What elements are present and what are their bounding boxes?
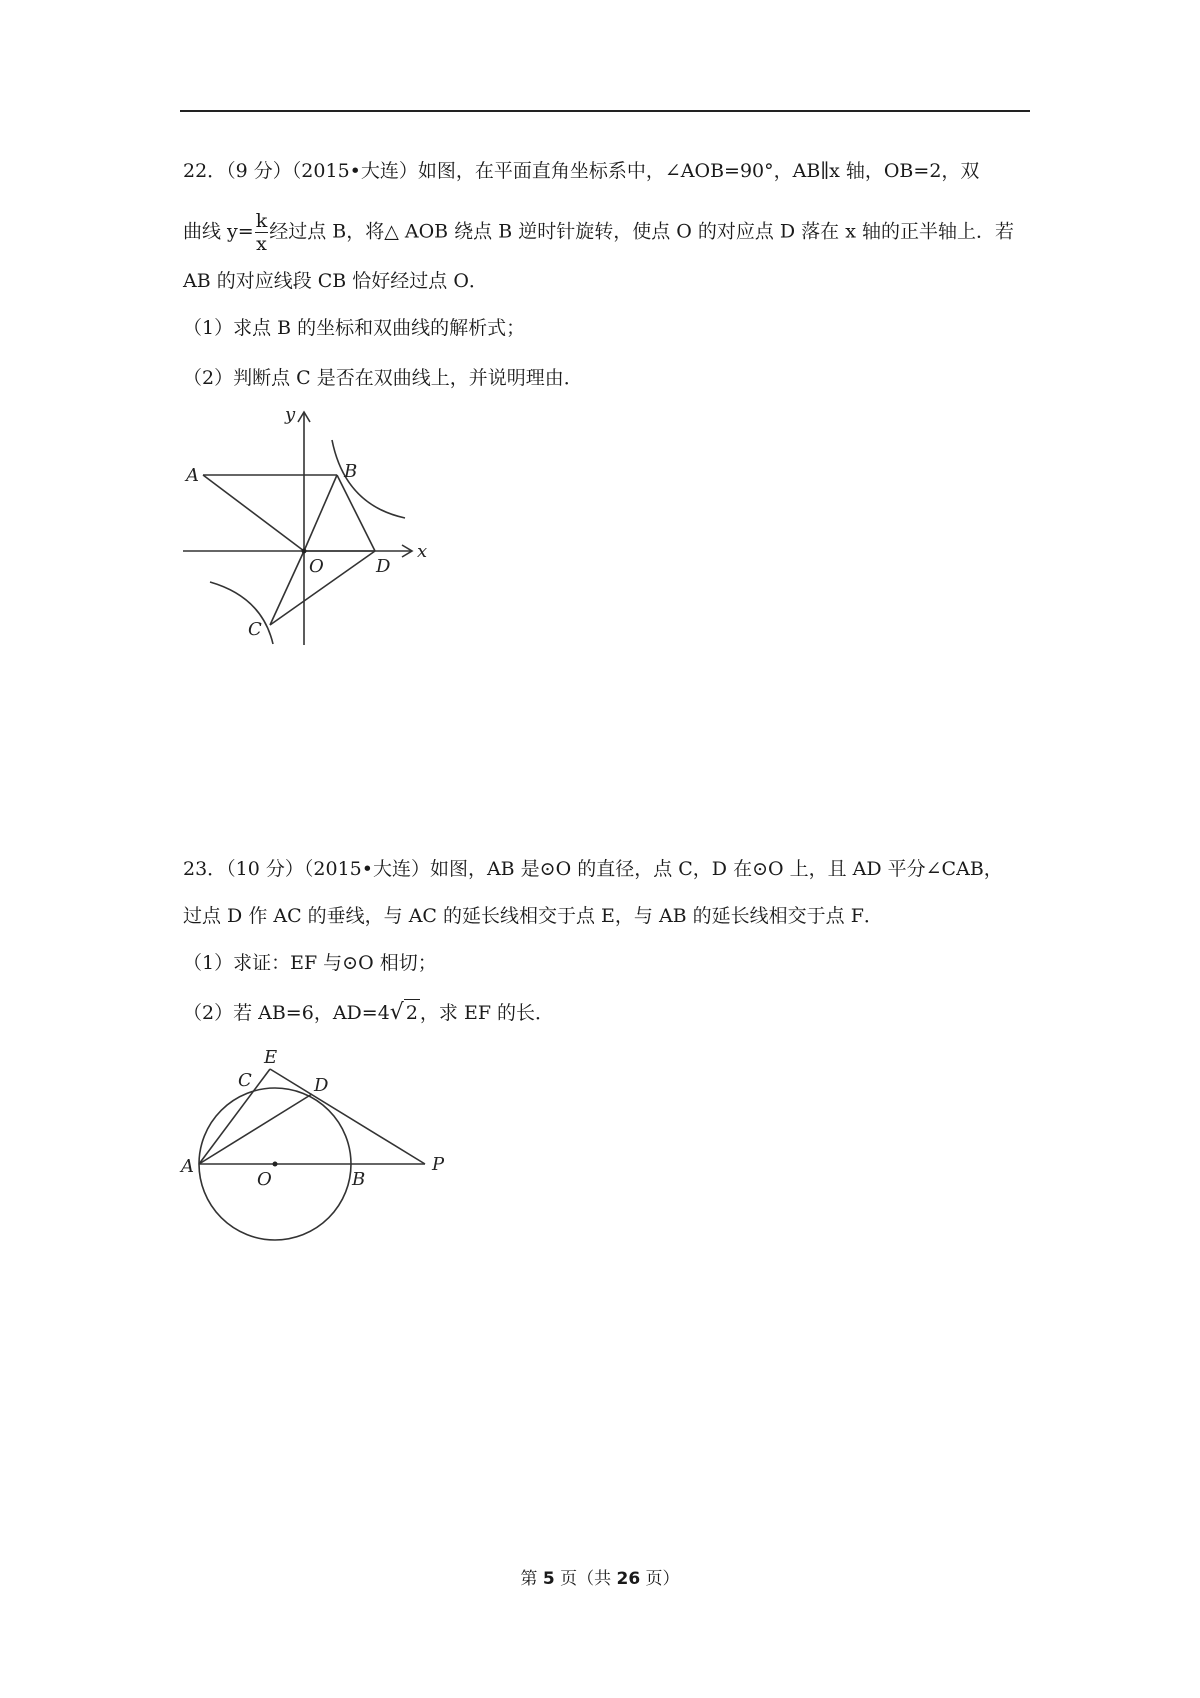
q23-part-2-start: （2）若 AB=6，AD=4 [183, 1002, 390, 1024]
label-p: P [432, 1154, 445, 1175]
label-c: C [248, 619, 262, 640]
label-b: B [344, 461, 358, 482]
segment-ae [199, 1069, 270, 1164]
sqrt-radicand: 2 [404, 999, 420, 1026]
label-b: B [352, 1169, 366, 1190]
q22-line-3: AB 的对应线段 CB 恰好经过点 O． [183, 270, 488, 292]
q22-part-2: （2）判断点 C 是否在双曲线上，并说明理由． [183, 367, 583, 389]
q22-line-2-start: 曲线 y= [183, 220, 254, 243]
footer-page-number: 5 [542, 1569, 555, 1589]
q23-line-2: 过点 D 作 AC 的垂线，与 AC 的延长线相交于点 E，与 AB 的延长线相交于点 F． [183, 905, 883, 927]
fraction-denominator: x [256, 233, 267, 255]
label-e: E [264, 1047, 278, 1068]
label-a: A [186, 465, 199, 486]
page-footer [0, 1564, 1200, 1589]
fraction-numerator: k [255, 210, 268, 232]
q23-part-1: （1）求证：EF 与⊙O 相切； [183, 952, 437, 974]
label-c: C [238, 1070, 252, 1091]
label-x: x [417, 541, 428, 562]
q22-line-1: 22．（9 分）（2015•大连）如图，在平面直角坐标系中，∠AOB=90°，AB∥x 轴，OB=2，双 [183, 160, 980, 182]
label-o: O [257, 1169, 272, 1190]
footer-suffix: 页） [640, 1569, 680, 1589]
label-y: y [285, 404, 296, 425]
label-o: O [309, 556, 324, 577]
footer-total-pages: 26 [616, 1569, 641, 1589]
label-d: D [314, 1075, 329, 1096]
sqrt-sign: √ [389, 1000, 404, 1025]
footer-middle: 页（共 [554, 1569, 617, 1589]
footer-prefix: 第 [520, 1569, 543, 1589]
segment-ep [270, 1069, 425, 1164]
q23-part-2-end: ，求 EF 的长． [419, 1002, 555, 1024]
center-dot [273, 1162, 278, 1167]
q22-line-2-end: 经过点 B，将△ AOB 绕点 B 逆时针旋转，使点 O 的对应点 D 落在 x 轴的正半轴上．若 [269, 220, 1014, 243]
label-d: D [376, 556, 391, 577]
segment-ad [199, 1094, 312, 1164]
q22-part-1: （1）求点 B 的坐标和双曲线的解析式； [183, 317, 526, 339]
q23-line-1: 23．（10 分）（2015•大连）如图，AB 是⊙O 的直径，点 C，D 在⊙O 上，且 AD 平分∠CAB， [183, 858, 1003, 880]
label-a: A [181, 1156, 194, 1177]
